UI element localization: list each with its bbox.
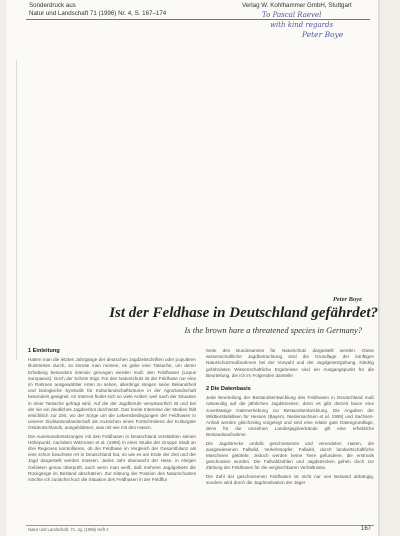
dedication-line: with kind regards <box>270 21 334 29</box>
document-page <box>6 0 378 536</box>
margin-line <box>16 60 17 360</box>
paragraph: Die Zahl der geschossenen Feldhasen ist nicht nur von Bestand abhängig, sondern wird durch die Jagdmotivation der Jäger <box>206 473 374 485</box>
publisher: Verlag W. Kohlhammer GmbH, Stuttgart <box>242 2 352 9</box>
handwritten-signature: Peter Boye <box>302 30 344 39</box>
article-author: Peter Boye <box>332 296 362 303</box>
page-number: 167 <box>361 526 372 532</box>
handwritten-dedication <box>262 10 377 40</box>
section-heading-introduction: 1 Einleitung <box>28 348 60 354</box>
footer-divider <box>26 525 374 526</box>
paragraph: Jede Beurteilung der Bestandsentwicklung des Feldhasen in Deutschland muß notwendig auf die jährlichen Jagdstrecken, denn es gibt derzeit kaum eine zuverlässige Datenerhebung zur Bestandsentwicklung. Die Angaben der Wildtierstatistiken für Hessen (Bayern, Niedersachsen et al. 1995) und Sachsen-Anhalt werden gleichzeitig vorgelegt und sind eine relativ gute Datengrundlage, denn für die einzelnen Landesjagdverbände gilt eine erhebliche Bestandsaufnahme. <box>206 395 374 438</box>
offprint-header <box>29 2 166 18</box>
section-heading-data-basis: 2 Die Datenbasis <box>206 386 251 393</box>
paragraph: Hatten man die letzten Jahrgänge der deutschen Jagdzeitschriften oder populären Illustrierten durch, so könnte man meinen, es gebe eine Tatsache, um deren Erhaltung besonders intensiv gerungen werden muß: den Feldhasen (Lepus europaeus). Doch der Schein trügt. Für den Naturschutz ist der Feldhase nur eine im Rahmen ausgewählter Arten zu sehen, allerdings steigen seine Bekanntheit und biologische Symbolik für Kulturlandschaftsräume in der Agrarlandschaft besonders geeignet. Im Internet findet sich so viele Artikel, weil nach der Situation in einer Tatsache gefragt wird. Auf die der Jagdberufe verantwortlich ist und bei der sie ein deutliches Jagdverbot durchsetzt. Das breite Interesse der Medien fällt ersichtlich zur Zeit, wo der Sorge um die Lebensbedingungen der Feldhasen in unserer Zivilisationslandschaft als Anzeichen eines Fortschreitens der Kulturgüte Ostdeutschlands, ausgebildeten, was mit wie mit den Hasen. <box>28 357 196 431</box>
paragraph: Seite des Bundesamtes für Naturschutz dargestellt werden. Diese wissenschaftliche Jagdbetrachtung sind die Grundlage der künftigen Naturschutzmaßnahmen bei der Vorwahl und der Jagdgesetzgebung. Niedrig gefährdeten Wissenschaftliche Ergebnisse sind ein Ausgangspunkt für die Beurteilung, die ich im Folgenden darstelle. <box>206 348 374 378</box>
article-title: Ist der Feldhase in Deutschland gefährdet? <box>109 305 378 321</box>
offprint-label: Sonderdruck aus <box>29 2 76 9</box>
paragraph: Die Auseinandersetzungen mit den Feldhasen in Deutschland verstärkten seinen Höhepunkt, nachdem Witzmann et al. (1995) in einer Studie der Gruppe Stadt an drei Regionen kontrollieren, ob der Feldhase im Vergleich der Gesamtbilanz als eine schon beachtete Art in Deutschland hat, so wie es am Ende der Zeit und der Jagd dargestellt werden müssen. Jedes Jahr überwacht der Hase, in einigen Gebieten genau überprüft, auch wenn man weiß, daß mehrere Jagdgebiete die Rückgänge im Bestand abschätzen. Zur Klärung der Position des Naturschutzes möchte ich zunächst kurz die Situation des Feldhasen in der Feldflur <box>28 433 196 483</box>
right-column <box>206 348 374 488</box>
footer-citation: Natur und Landschaft, 71. Jg. (1996) Heft 4 <box>28 527 109 532</box>
left-column <box>28 348 196 485</box>
journal-citation: Natur und Landschaft 71 (1996) Nr. 4, S. 167–174 <box>29 10 167 17</box>
article-subtitle: Is the brown hare a threatened species in Germany? <box>184 325 362 335</box>
paragraph: Die Jagdstrecke umfaßt geschossenen und verendeten Hasen, die ausgewiesenen Fallwild, Verkehrsopfer, Fallwild, durch landwirtschaftliche Maschinen getötete. Jedoch werden keine Tiere gefundene, die erstmals geschossen wurden. Die Fallwildzahlen und Jagdstrecken gehen doch zur Zählung der Feldhasen für die vergleichbaren Verhältnisse. <box>206 440 374 471</box>
dedication-line: To Pascal Raevel <box>262 11 322 19</box>
